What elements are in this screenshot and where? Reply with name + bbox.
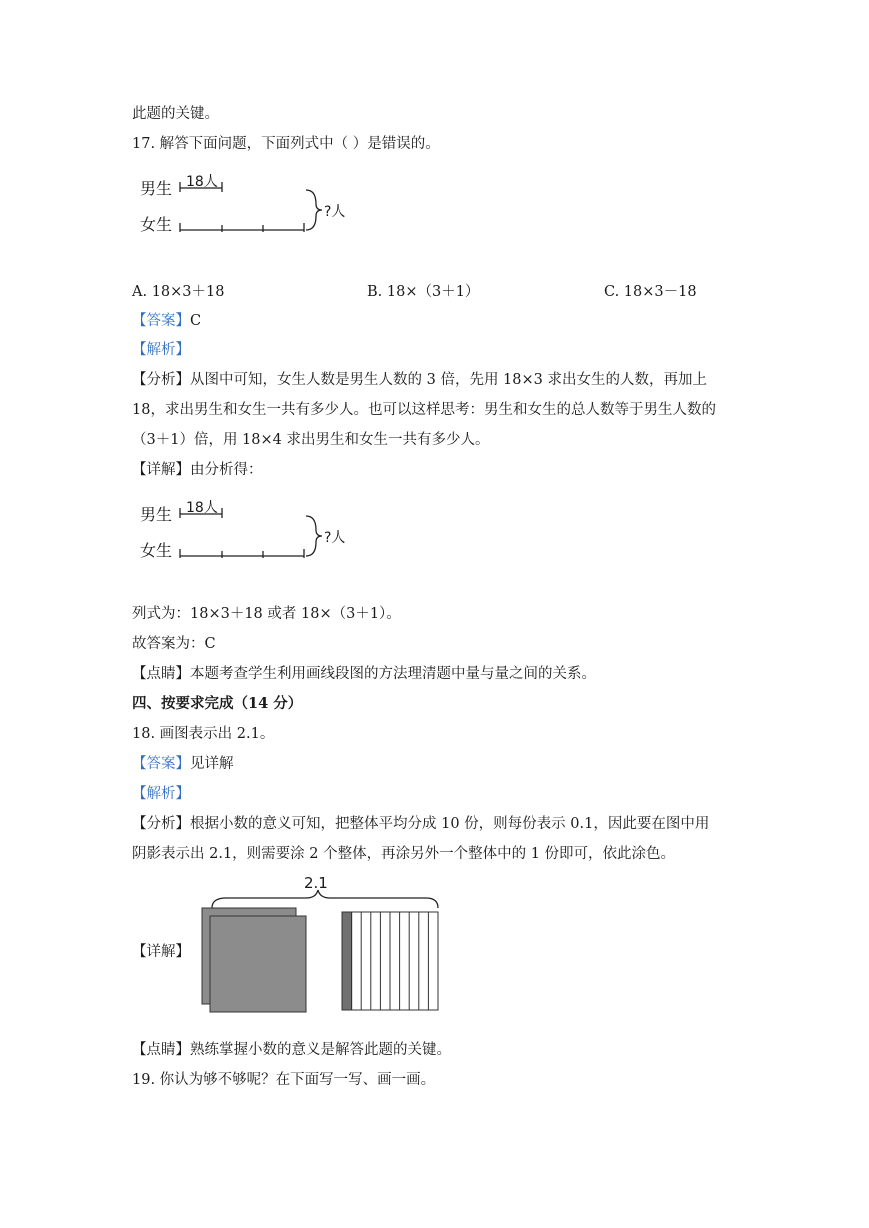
text-line: 此题的关键。: [132, 106, 219, 122]
comment-18: 【点睛】熟练掌握小数的意义是解答此题的关键。: [132, 1042, 451, 1058]
analysis-text: 从图中可知，女生人数是男生人数的 3 倍，先用 18×3 求出女生的人数，再加上: [190, 372, 707, 388]
option-b: B. 18×（3＋1）: [367, 284, 480, 300]
answer-17: [132, 311, 201, 331]
boys-label: 男生: [140, 179, 173, 198]
answer-tag: 【答案】: [132, 313, 190, 329]
comment-17: 【点睛】本题考查学生利用画线段图的方法理清题中量与量之间的关系。: [132, 666, 596, 682]
analysis-tag-18: 【解析】: [132, 786, 190, 802]
boys-label: 男生: [140, 505, 173, 524]
boys-amount-label: 18人: [186, 174, 218, 190]
decimal-label: 2.1: [304, 874, 328, 892]
section-heading-4: 四、按要求完成（14 分）: [132, 695, 303, 712]
final-answer-17: 故答案为：C: [132, 636, 216, 652]
option-c: C. 18×3－18: [604, 284, 697, 300]
formula-17: 列式为：18×3＋18 或者 18×（3＋1）。: [132, 606, 401, 622]
girls-label: 女生: [140, 215, 173, 234]
analysis-text: 根据小数的意义可知，把整体平均分成 10 份，则每份表示 0.1，因此要在图中用: [190, 816, 710, 832]
answer-tag: 【答案】: [132, 756, 190, 772]
question-17: 17. 解答下面问题，下面列式中（ ）是错误的。: [132, 136, 440, 152]
analysis-18-line-1: [132, 814, 709, 834]
segment-diagram-17: [132, 166, 362, 240]
analysis-tag-17: 【解析】: [132, 342, 190, 358]
question-19: 19. 你认为够不够呢？在下面写一写、画一画。: [132, 1072, 436, 1088]
answer-value: C: [190, 313, 202, 329]
total-label: ?人: [324, 204, 346, 220]
girls-label: 女生: [140, 541, 173, 560]
detail-17: 【详解】由分析得：: [132, 462, 263, 478]
analysis-label: 【分析】: [132, 816, 190, 832]
analysis-17-line-1: [132, 370, 707, 390]
boys-amount-label: 18人: [186, 500, 218, 516]
analysis-label: 【分析】: [132, 372, 190, 388]
option-a: A. 18×3＋18: [132, 284, 225, 300]
analysis-17-line-3: （3＋1）倍，用 18×4 求出男生和女生一共有多少人。: [132, 432, 490, 448]
analysis-17-line-2: 18，求出男生和女生一共有多少人。也可以这样思考：男生和女生的总人数等于男生人数的: [132, 402, 716, 418]
question-18: 18. 画图表示出 2.1。: [132, 726, 275, 742]
answer-18: [132, 754, 234, 774]
segment-diagram-17-detail: [132, 492, 362, 566]
decimal-diagram-18: [196, 872, 446, 1014]
analysis-18-line-2: 阴影表示出 2.1，则需要涂 2 个整体，再涂另外一个整体中的 1 份即可，依此涂色。: [132, 846, 676, 862]
detail-18: 【详解】: [132, 944, 190, 960]
total-label: ?人: [324, 530, 346, 546]
answer-value: 见详解: [190, 756, 234, 772]
